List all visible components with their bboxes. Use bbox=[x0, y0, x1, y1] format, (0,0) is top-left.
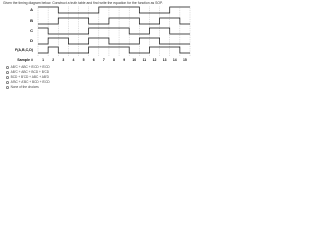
sample-number: 15 bbox=[183, 58, 187, 62]
waveform-a bbox=[38, 7, 190, 13]
signal-label: A bbox=[30, 7, 33, 13]
sample-number: 12 bbox=[152, 58, 157, 62]
option-label: BCD + B'CD + ABC + AB'D bbox=[10, 75, 49, 79]
question-text: Given the timing diagram below. Construct a truth table and find write the equation for the function as SOP. bbox=[3, 1, 163, 5]
sample-number: 7 bbox=[102, 58, 105, 62]
sample-label: Sample # bbox=[17, 58, 33, 62]
waveform-c bbox=[38, 28, 190, 34]
sample-number: 13 bbox=[162, 58, 167, 62]
sample-number: 4 bbox=[72, 58, 75, 62]
radio-button[interactable] bbox=[6, 66, 9, 69]
timing-diagram bbox=[0, 6, 200, 64]
option-label: AB'C + ABC + B'CD + B'CD bbox=[10, 65, 50, 69]
sample-number: 6 bbox=[92, 58, 95, 62]
radio-button[interactable] bbox=[6, 86, 9, 89]
sample-number: 5 bbox=[82, 58, 85, 62]
radio-button[interactable] bbox=[6, 76, 9, 79]
sample-number: 3 bbox=[62, 58, 65, 62]
waveform-fabcd bbox=[38, 47, 190, 53]
option-5[interactable] bbox=[6, 85, 126, 90]
waveform-b bbox=[38, 18, 190, 24]
signal-label: F(A,B,C,D) bbox=[15, 48, 33, 53]
sample-number: 8 bbox=[113, 58, 115, 62]
signal-label: D bbox=[30, 38, 33, 44]
option-label: A'BC + A'BC + BCD + B'CD bbox=[10, 80, 50, 84]
answer-options bbox=[6, 65, 126, 90]
signal-label: B bbox=[30, 18, 33, 24]
option-label: AB'C + ABC + BCD + B'CD bbox=[10, 70, 50, 74]
waveform-d bbox=[38, 38, 190, 44]
radio-button[interactable] bbox=[6, 71, 9, 74]
sample-number: 14 bbox=[172, 58, 177, 62]
option-label: None of the choices bbox=[10, 85, 39, 89]
sample-number: 2 bbox=[52, 58, 55, 62]
sample-number: 11 bbox=[142, 58, 147, 62]
sample-number: 9 bbox=[123, 58, 126, 62]
sample-number: 1 bbox=[42, 58, 45, 62]
sample-number: 10 bbox=[132, 58, 137, 62]
radio-button[interactable] bbox=[6, 81, 9, 84]
signal-label: C bbox=[30, 28, 33, 34]
